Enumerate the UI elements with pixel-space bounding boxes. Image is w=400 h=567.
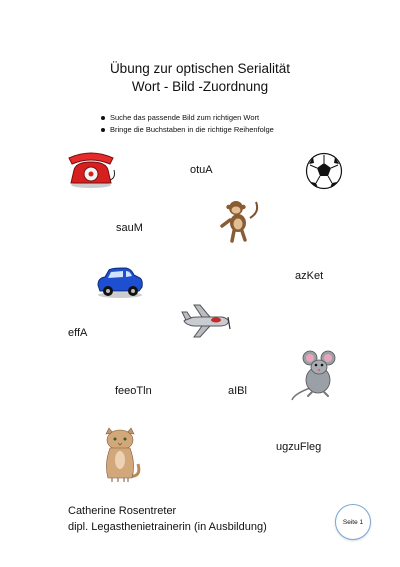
scrambled-word: aIBl [228,385,247,397]
scrambled-word: effA [68,327,88,339]
car-icon [95,265,145,299]
page-number-badge [335,504,371,540]
author-name: Catherine Rosentreter [68,505,177,517]
scrambled-word: azKet [295,270,324,282]
mouse-icon [290,348,342,400]
instruction-list [100,112,274,136]
page-subtitle: Wort - Bild -Zuordnung [131,79,269,94]
scrambled-word: feeoTln [115,385,152,397]
soccer-ball-icon [305,152,343,190]
instruction-item: Suche das passende Bild zum richtigen Wort [100,112,274,124]
monkey-icon [220,198,260,244]
scrambled-word: sauM [116,222,143,234]
author-role: dipl. Legasthenietrainerin (in Ausbildung) [68,521,267,533]
page-number-label: Seite 1 [342,518,364,526]
airplane-icon [180,303,232,339]
telephone-icon [66,150,116,190]
cat-icon [98,428,142,484]
page-title: Übung zur optischen Serialität [109,61,291,76]
scrambled-word: ugzuFleg [276,441,322,453]
instruction-item: Bringe die Buchstaben in die richtige Reihenfolge [100,124,274,136]
scrambled-word: otuA [190,164,213,176]
